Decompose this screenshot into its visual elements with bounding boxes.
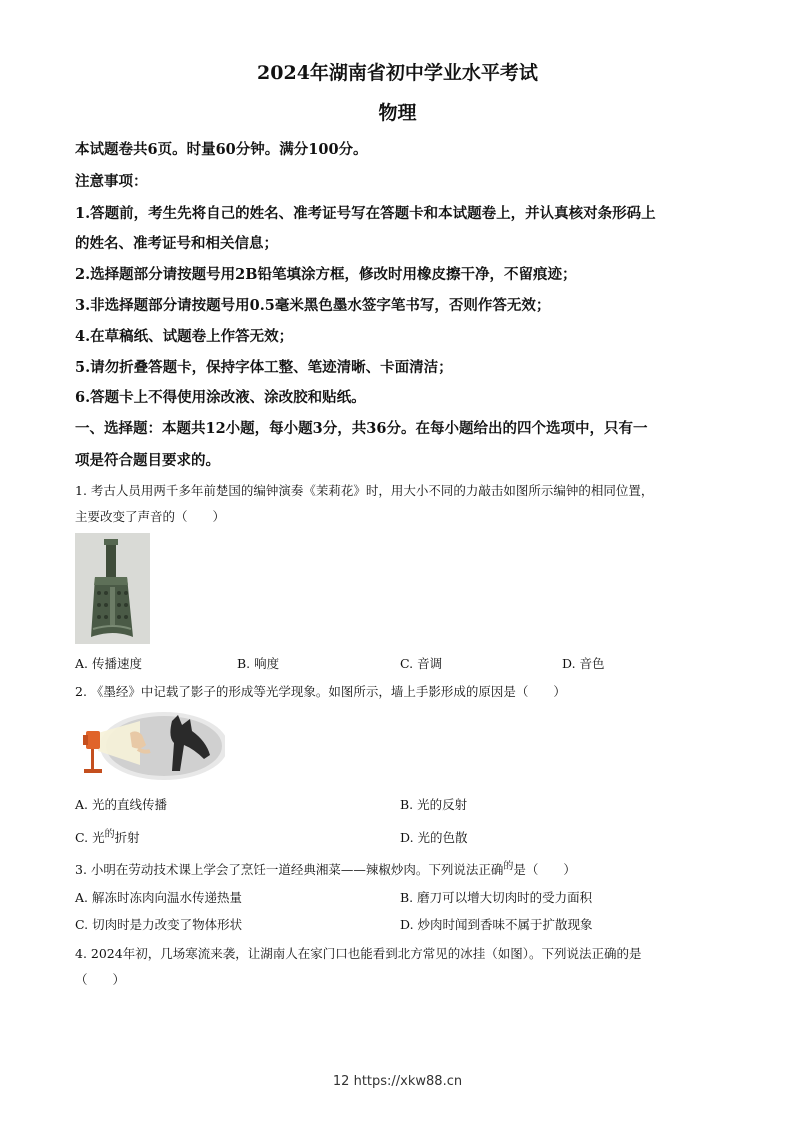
section-heading: 一、选择题：本题共12小题，每小题3分，共36分。在每小题给出的四个选项中，只有一 <box>75 420 648 437</box>
page-footer: 12 https://xkw88.cn <box>332 1074 463 1089</box>
hand-shadow-image <box>80 711 225 781</box>
q1-option-d: D. 音色 <box>562 656 605 671</box>
q2-option-c-sup: 的 <box>104 829 115 840</box>
q4-stem-cont: （ ） <box>75 972 126 987</box>
q3-option-c: C. 切肉时是力改变了物体形状 <box>75 917 243 932</box>
notice-2: 2.选择题部分请按题号用2B铅笔填涂方框，修改时用橡皮擦干净，不留痕迹； <box>75 266 577 283</box>
q1-stem: 1. 考古人员用两千多年前楚国的编钟演奏《茉莉花》时，用大小不同的力敲击如图所示编钟的相同位置， <box>75 483 654 498</box>
q2-option-c-part2: 折射 <box>114 830 140 845</box>
q2-option-b: B. 光的反射 <box>400 797 468 812</box>
q3-option-d: D. 炒肉时闻到香味不属于扩散现象 <box>400 917 593 932</box>
bell-image <box>75 533 150 644</box>
hand-shadow-icon <box>80 711 225 781</box>
notice-5: 5.请勿折叠答题卡，保持字体工整、笔迹清晰、卡面清洁； <box>75 359 453 376</box>
q2-stem: 2. 《墨经》中记载了影子的形成等光学现象。如图所示，墙上手影形成的原因是（ ） <box>75 684 566 699</box>
q3-stem-part1: 3. 小明在劳动技术课上学会了烹饪一道经典湘菜——辣椒炒肉。下列说法正确 <box>75 862 504 877</box>
notice-1: 1.答题前，考生先将自己的姓名、准考证号写在答题卡和本试题卷上，并认真核对条形码上 <box>75 205 656 222</box>
q1-option-c: C. 音调 <box>400 656 443 671</box>
q3-stem <box>75 860 576 878</box>
q2-option-d: D. 光的色散 <box>400 830 468 845</box>
q2-option-c <box>75 828 140 846</box>
bronze-bell-icon <box>75 533 150 644</box>
q3-option-a: A. 解冻时冻肉向温水传递热量 <box>75 890 242 905</box>
q3-option-b: B. 磨刀可以增大切肉时的受力面积 <box>400 890 593 905</box>
q2-option-a: A. 光的直线传播 <box>75 797 167 812</box>
q4-stem: 4. 2024年初，几场寒流来袭，让湖南人在家门口也能看到北方常见的冰挂（如图）。下列说法正确的是 <box>75 946 642 961</box>
notice-3: 3.非选择题部分请按题号用0.5毫米黑色墨水签字笔书写，否则作答无效； <box>75 297 551 314</box>
q3-stem-sup: 的 <box>503 861 514 872</box>
notice-heading: 注意事项： <box>75 173 148 190</box>
section-heading-cont: 项是符合题目要求的。 <box>75 452 220 469</box>
notice-4: 4.在草稿纸、试题卷上作答无效； <box>75 328 294 345</box>
q2-option-c-part1: C. 光 <box>75 830 105 845</box>
notice-1-cont: 的姓名、准考证号和相关信息； <box>75 235 278 252</box>
q1-option-b: B. 响度 <box>237 656 280 671</box>
q1-option-a: A. 传播速度 <box>75 656 142 671</box>
notice-6: 6.答题卡上不得使用涂改液、涂改胶和贴纸。 <box>75 389 366 406</box>
exam-info: 本试题卷共6页。时量60分钟。满分100分。 <box>75 141 368 158</box>
exam-title: 2024年湖南省初中学业水平考试 <box>257 62 538 84</box>
q1-stem-cont: 主要改变了声音的（ ） <box>75 509 226 524</box>
q3-stem-part2: 是（ ） <box>513 862 576 877</box>
subject-title: 物理 <box>378 102 417 124</box>
